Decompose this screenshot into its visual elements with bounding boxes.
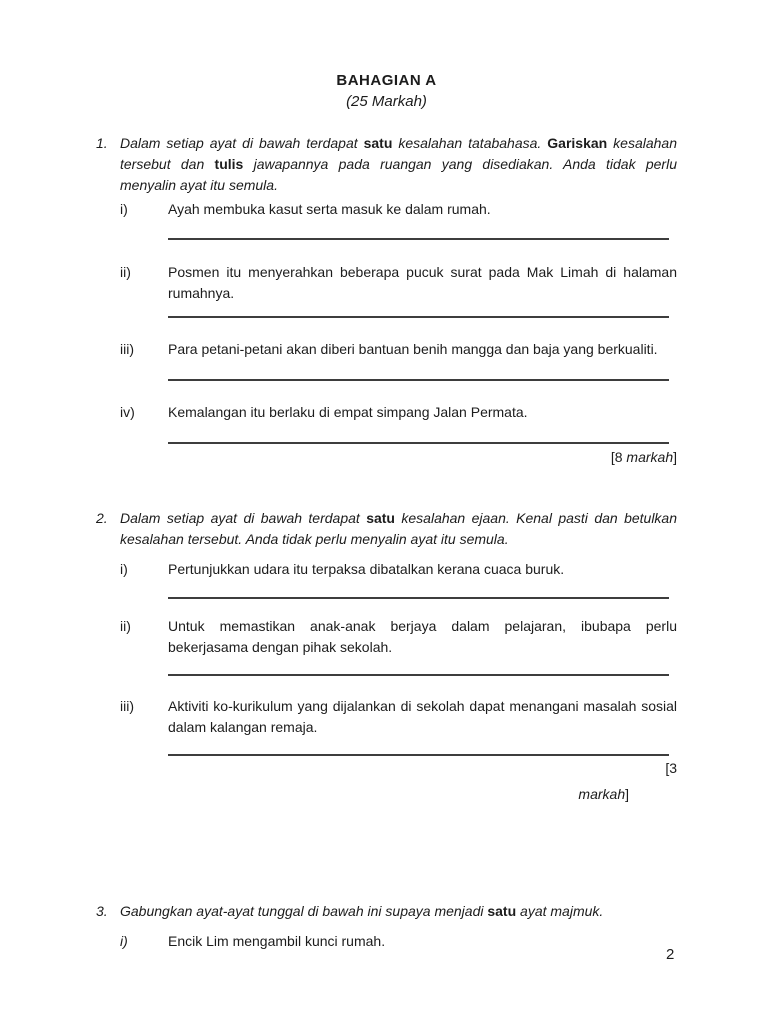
text-segment: bekerjasama dengan pihak sekolah. (168, 639, 393, 655)
text-segment: kesalahan tatabahasa. (392, 135, 548, 151)
answer-blank-line (168, 316, 669, 318)
text-line (120, 133, 677, 154)
item-label: i) (120, 201, 128, 217)
text-segment: Posmen itu menyerahkan beberapa pucuk surat pada Mak Limah di halaman (168, 264, 677, 280)
question-2-marks-label-line1 (96, 758, 677, 779)
text-line (168, 283, 677, 304)
item-text (168, 616, 677, 658)
text-segment: ] (625, 786, 629, 802)
answer-blank-line (168, 754, 669, 756)
text-line (120, 154, 677, 175)
question-2-marks-label-line2 (96, 784, 677, 805)
text-line (120, 901, 677, 922)
question-2-number: 2. (96, 510, 108, 526)
question-2-item-ii (96, 616, 677, 658)
text-segment: jawapannya pada ruangan yang disediakan. Anda tidak perlu (243, 156, 677, 172)
text-segment: markah (578, 786, 626, 802)
item-text (168, 931, 677, 952)
section-title: BAHAGIAN A (336, 72, 437, 89)
text-segment: Gariskan (547, 135, 608, 151)
text-segment: Dalam setiap ayat di bawah terdapat (120, 510, 367, 526)
text-segment: kesalahan (607, 135, 677, 151)
question-3-item-i (96, 931, 677, 952)
answer-blank-line (168, 597, 669, 599)
text-line (168, 637, 677, 658)
question-1-number: 1. (96, 135, 108, 151)
text-segment: tersebut dan (120, 156, 215, 172)
question-1 (96, 133, 677, 196)
item-text (168, 199, 677, 220)
text-segment: Untuk memastikan anak-anak berjaya dalam pelajaran, ibubapa perlu (168, 618, 677, 634)
answer-blank-line (168, 442, 669, 444)
text-line (168, 559, 677, 580)
question-2-intro (120, 508, 677, 550)
section-marks-subtitle: (25 Markah) (346, 93, 427, 110)
text-segment: Kemalangan itu berlaku di empat simpang Jalan Permata. (168, 404, 528, 420)
text-line (168, 199, 677, 220)
text-segment: Aktiviti ko-kurikulum yang dijalankan di sekolah dapat menangani masalah sosial (168, 698, 677, 714)
item-text (168, 402, 677, 423)
item-text (168, 559, 677, 580)
text-segment: satu (487, 903, 517, 919)
question-1-intro (120, 133, 677, 196)
item-text (168, 696, 677, 738)
question-1-item-ii (96, 262, 677, 304)
item-label: i) (120, 561, 128, 577)
text-segment: [8 (610, 449, 627, 465)
item-label: iii) (120, 341, 134, 357)
text-line (168, 402, 677, 423)
text-segment: ] (673, 449, 677, 465)
text-segment: satu (363, 135, 393, 151)
question-3-number: 3. (96, 903, 108, 919)
text-line (168, 696, 677, 717)
question-2-item-i (96, 559, 677, 580)
text-line (120, 175, 677, 196)
page-number: 2 (666, 946, 675, 963)
item-label: iv) (120, 404, 135, 420)
text-segment: kesalahan tersebut. Anda tidak perlu menyalin ayat itu semula. (120, 531, 509, 547)
text-segment: Ayah membuka kasut serta masuk ke dalam rumah. (168, 201, 491, 217)
item-label: ii) (120, 618, 131, 634)
text-segment: tulis (214, 156, 244, 172)
text-segment: Pertunjukkan udara itu terpaksa dibatalkan kerana cuaca buruk. (168, 561, 565, 577)
text-segment: [3 (665, 760, 677, 776)
item-label: i) (120, 933, 128, 949)
text-segment: Dalam setiap ayat di bawah terdapat (120, 135, 364, 151)
text-line (168, 262, 677, 283)
text-segment: Encik Lim mengambil kunci rumah. (168, 933, 386, 949)
item-text (168, 339, 677, 360)
question-1-item-i (96, 199, 677, 220)
text-segment: ayat majmuk. (516, 903, 604, 919)
question-3 (96, 901, 677, 922)
text-line (168, 931, 677, 952)
text-segment: kesalahan ejaan. Kenal pasti dan betulkan (394, 510, 677, 526)
text-line (120, 529, 677, 550)
text-line (120, 508, 677, 529)
question-1-item-iii (96, 339, 677, 360)
question-2 (96, 508, 677, 550)
text-segment: Gabungkan ayat-ayat tunggal di bawah ini supaya menjadi (120, 903, 488, 919)
item-text (168, 262, 677, 304)
text-segment: menyalin ayat itu semula. (120, 177, 278, 193)
text-segment: dalam kalangan remaja. (168, 719, 318, 735)
item-label: ii) (120, 264, 131, 280)
answer-blank-line (168, 238, 669, 240)
question-1-marks-label (96, 447, 677, 468)
text-segment: Para petani-petani akan diberi bantuan benih mangga dan baja yang berkualiti. (168, 341, 658, 357)
text-line (168, 339, 677, 360)
text-segment: markah (626, 449, 674, 465)
question-1-item-iv (96, 402, 677, 423)
item-label: iii) (120, 698, 134, 714)
question-2-item-iii (96, 696, 677, 738)
text-line (168, 717, 677, 738)
text-segment: rumahnya. (168, 285, 235, 301)
question-3-intro (120, 901, 677, 922)
answer-blank-line (168, 674, 669, 676)
answer-blank-line (168, 379, 669, 381)
text-segment: satu (366, 510, 395, 526)
text-line (168, 616, 677, 637)
